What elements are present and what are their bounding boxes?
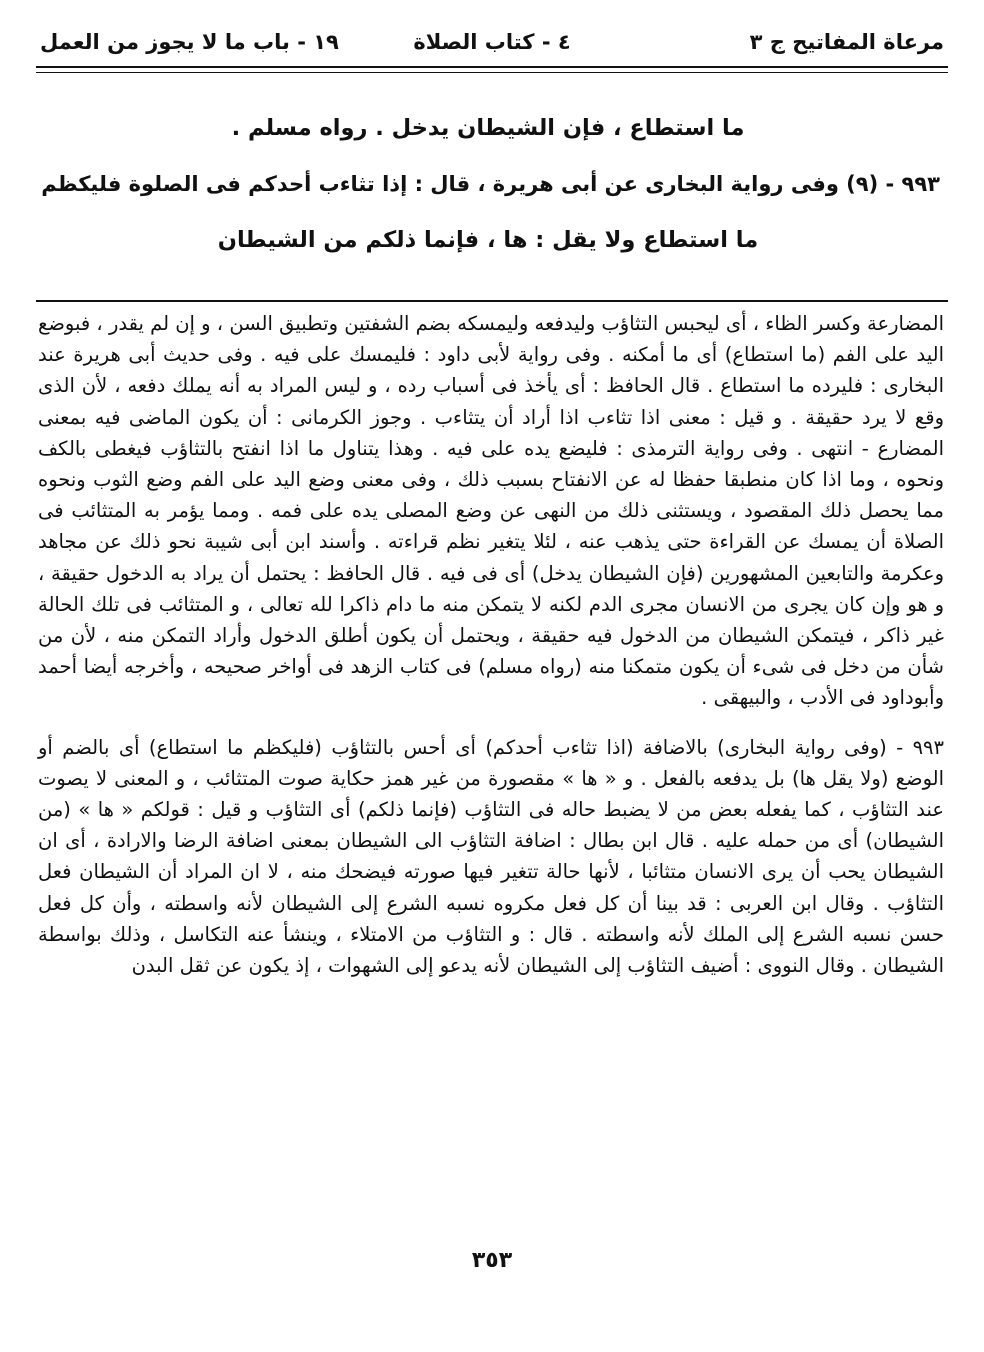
commentary-paragraph-1: المضارعة وكسر الظاء ، أى ليحبس التثاؤب وليدفعه وليمسكه بضم الشفتين وتطبيق السن ، و إن لم يقدر ، فبوضع اليد على الفم (ما استطاع) أى ما أمكنه . وفى رواية لأبى داود : فليمسك على فيه . وفى حديث أبى هريرة عند البخارى : فليرده ما استطاع . قال الحافظ : أى يأخذ فى أسباب رده ، و ليس المراد به أنه يملك دفعه ، لأن الذى وقع لا يرد حقيقة . و قيل : معنى اذا تثاءب اذا أراد أن يتثاءب . وجوز الكرمانى : أن يكون الماضى فيه بمعنى المضارع - انتهى . وفى رواية الترمذى : فليضع يده على فيه . وهذا يتناول ما اذا انفتح بالتثاؤب فيغطى بالكف ونحوه ، وما اذا كان منطبقا حفظا له عن الانفتاح بسبب ذلك ، وفى معنى وضع اليد على الفم وضع الثوب ونحوه مما يحصل ذلك المقصود ، ويستثنى ذلك من النهى عن وضع المصلى يده على فمه . ومما يؤمر به المتثائب فى الصلاة أن يمسك عن القراءة حتى يذهب عنه ، لئلا يتغير نظم قراءته . وأسند ابن أبى شيبة نحو ذلك عن مجاهد وعكرمة والتابعين المشهورين (فإن الشيطان يدخل) أى فى فيه . قال الحافظ : يحتمل أن يراد به الدخول حقيقة ، و هو وإن كان يجرى من الانسان مجرى الدم لكنه لا يتمكن منه ما دام ذاكرا لله تعالى ، و المتثائب فى تلك الحالة غير ذاكر ، فيتمكن الشيطان من الدخول فيه حقيقة ، ويحتمل أن يكون أطلق الدخول وأراد التمكن منه ، لأن من شأن من دخل فى شىء أن يكون متمكنا منه (رواه مسلم) فى كتاب الزهد فى أواخر صحيحه ، وأخرجه أيضا أحمد وأبوداود فى الأدب ، والبيهقى . bbox=[38, 312, 944, 710]
header-divider bbox=[36, 66, 948, 73]
book-title: مرعاة المفاتيح ج ٣ bbox=[749, 30, 944, 54]
hadith-line-3: ما استطاع ولا يقل : ها ، فإنما ذلكم من الشيطان bbox=[217, 227, 759, 253]
hadith-line-2: ٩٩٣ - (٩) وفى رواية البخارى عن أبى هريرة ، قال : إذا تثاءب أحدكم فى الصلوة فليكظم bbox=[41, 172, 940, 196]
running-header bbox=[36, 30, 948, 64]
hadith-line-1: ما استطاع ، فإن الشيطان يدخل . رواه مسلم . bbox=[231, 115, 745, 141]
commentary-body bbox=[38, 308, 944, 981]
hadith-text bbox=[36, 100, 940, 268]
page-number: ٣٥٣ bbox=[471, 1248, 513, 1273]
section-title: ١٩ - باب ما لا يجوز من العمل bbox=[40, 30, 339, 54]
commentary-paragraph-2: ٩٩٣ - (وفى رواية البخارى) بالاضافة (اذا تثاءب أحدكم) أى أحس بالتثاؤب (فليكظم ما استطاع) أى بالضم أو الوضع (ولا يقل ها) بل يدفعه بالفعل . و « ها » مقصورة من غير همز حكاية صوت المتثائب ، و المعنى لا يصوت عند التثاؤب ، كما يفعله بعض من لا يضبط حاله فى التثاؤب (فإنما ذلكم) أى التثاؤب و قيل : قولكم « ها » (من الشيطان) أى من حمله عليه . قال ابن بطال : اضافة التثاؤب الى الشيطان بمعنى اضافة الرضا والارادة ، أى ان الشيطان يحب أن يرى الانسان متثائبا ، لأنها حالة تتغير فيها صورته فيضحك منه ، لا ان المراد أن الشيطان فعل التثاؤب . وقال ابن العربى : قد بينا أن كل فعل مكروه نسبه الشرع إلى الشيطان لأنه واسطته ، وأن كل فعل حسن نسبه الشرع إلى الملك لأنه واسطته . قال : و التثاؤب من الامتلاء ، وينشأ عنه التكاسل ، وذلك بواسطة الشيطان . وقال النووى : أضيف التثاؤب إلى الشيطان لأنه يدعو إلى الشهوات ، إذ يكون عن ثقل البدن bbox=[38, 735, 944, 978]
chapter-title: ٤ - كتاب الصلاة bbox=[413, 30, 571, 54]
commentary-divider bbox=[36, 300, 948, 302]
